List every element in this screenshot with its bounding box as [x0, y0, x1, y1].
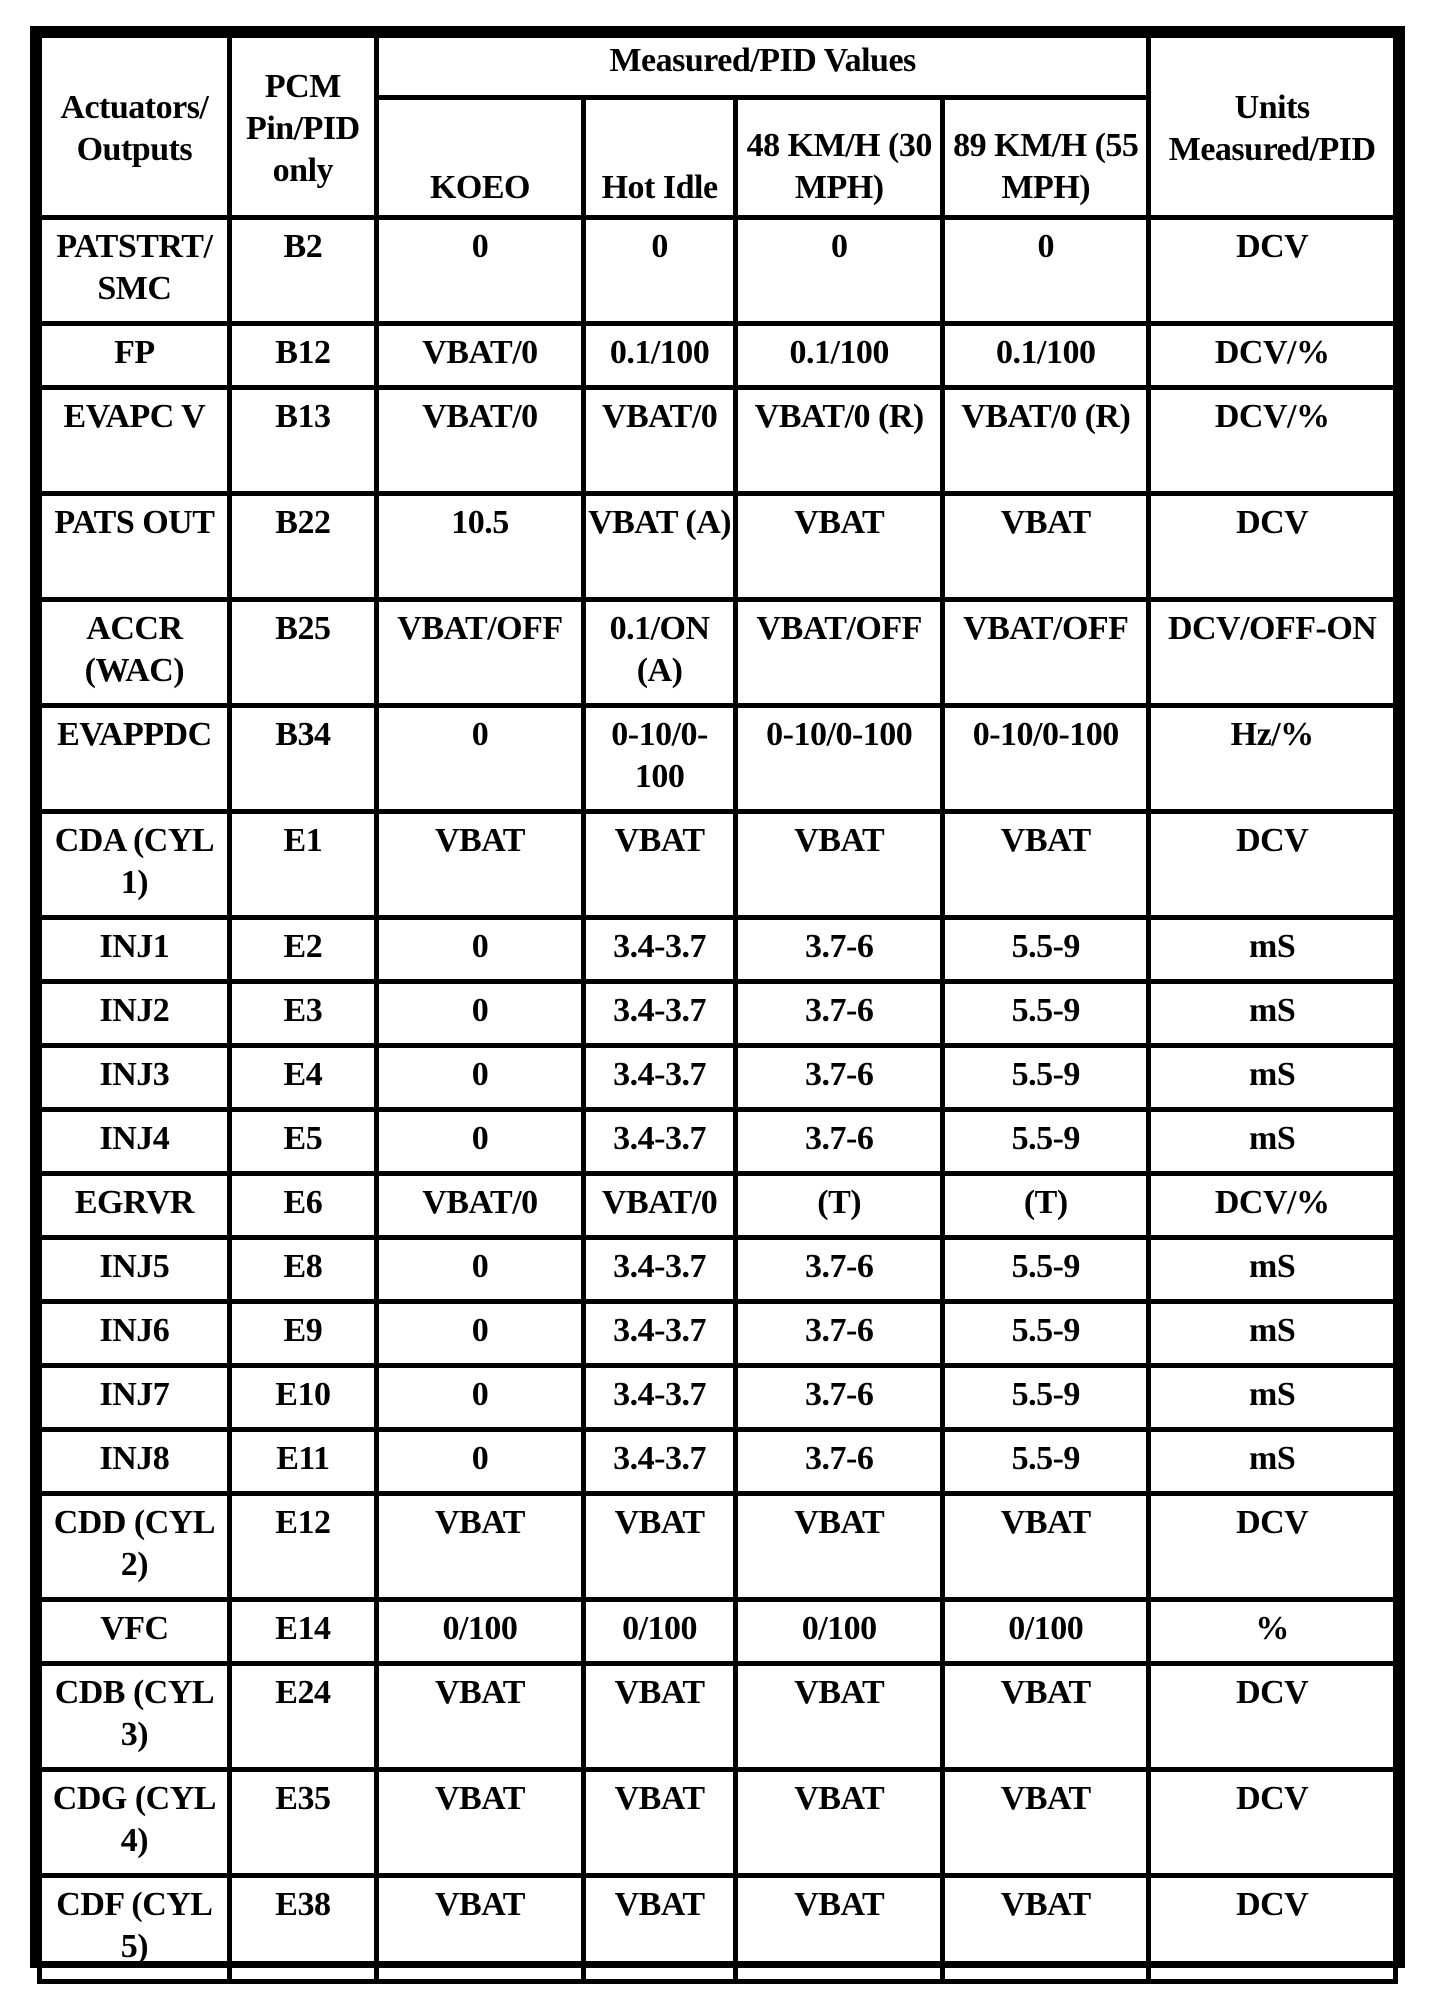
cell-koeo: 0 — [376, 1046, 583, 1110]
cell-89kmh: 5.5-9 — [943, 1110, 1149, 1174]
cell-actuator: CDG (CYL 4) — [40, 1770, 230, 1876]
table-row — [40, 494, 1396, 600]
cell-koeo: 0 — [376, 1110, 583, 1174]
cell-pcm-pin: E1 — [229, 812, 376, 918]
cell-units: DCV — [1149, 494, 1396, 600]
table-row — [40, 1110, 1396, 1174]
cell-89kmh: VBAT — [943, 494, 1149, 600]
table-row — [40, 1494, 1396, 1600]
cell-actuator: VFC — [40, 1600, 230, 1664]
header-89kmh: 89 KM/H (55 MPH) — [943, 98, 1149, 218]
cell-koeo: 0 — [376, 1238, 583, 1302]
cell-koeo: 0 — [376, 1302, 583, 1366]
cell-koeo: 0 — [376, 1430, 583, 1494]
cell-hot-idle: 3.4-3.7 — [583, 918, 735, 982]
header-units: Units Measured/PID — [1149, 36, 1396, 218]
cell-pcm-pin: E10 — [229, 1366, 376, 1430]
cell-48kmh: 3.7-6 — [736, 918, 943, 982]
cell-hot-idle: 0.1/100 — [583, 324, 735, 388]
table-body — [40, 218, 1396, 1982]
cell-units: DCV/% — [1149, 388, 1396, 494]
cell-hot-idle: VBAT/0 — [583, 388, 735, 494]
table-row — [40, 1238, 1396, 1302]
cell-koeo: VBAT — [376, 1876, 583, 1982]
cell-units: DCV — [1149, 1664, 1396, 1770]
cell-89kmh: 0.1/100 — [943, 324, 1149, 388]
cell-koeo: 10.5 — [376, 494, 583, 600]
cell-units: mS — [1149, 1302, 1396, 1366]
cell-pcm-pin: E8 — [229, 1238, 376, 1302]
cell-pcm-pin: E5 — [229, 1110, 376, 1174]
cell-pcm-pin: B13 — [229, 388, 376, 494]
header-48kmh: 48 KM/H (30 MPH) — [736, 98, 943, 218]
cell-pcm-pin: B25 — [229, 600, 376, 706]
cell-hot-idle: 3.4-3.7 — [583, 982, 735, 1046]
cell-actuator: INJ1 — [40, 918, 230, 982]
cell-koeo: VBAT/0 — [376, 1174, 583, 1238]
cell-koeo: VBAT/0 — [376, 388, 583, 494]
cell-48kmh: VBAT/OFF — [736, 600, 943, 706]
cell-89kmh: 5.5-9 — [943, 1238, 1149, 1302]
table-row — [40, 1600, 1396, 1664]
cell-48kmh: VBAT — [736, 812, 943, 918]
table-row — [40, 1664, 1396, 1770]
table-row — [40, 218, 1396, 324]
cell-48kmh: VBAT — [736, 1770, 943, 1876]
cell-koeo: VBAT — [376, 1664, 583, 1770]
cell-units: % — [1149, 1600, 1396, 1664]
cell-pcm-pin: E6 — [229, 1174, 376, 1238]
cell-actuator: INJ7 — [40, 1366, 230, 1430]
cell-pcm-pin: E38 — [229, 1876, 376, 1982]
cell-koeo: 0 — [376, 706, 583, 812]
cell-actuator: INJ5 — [40, 1238, 230, 1302]
cell-units: DCV — [1149, 1876, 1396, 1982]
cell-hot-idle: VBAT — [583, 1876, 735, 1982]
cell-units: DCV — [1149, 218, 1396, 324]
cell-units: mS — [1149, 1046, 1396, 1110]
cell-units: DCV/% — [1149, 324, 1396, 388]
cell-actuator: CDD (CYL 2) — [40, 1494, 230, 1600]
table-row — [40, 982, 1396, 1046]
cell-89kmh: VBAT/OFF — [943, 600, 1149, 706]
cell-actuator: INJ8 — [40, 1430, 230, 1494]
header-pcm-pin: PCM Pin/PID only — [229, 36, 376, 218]
cell-actuator: EVAPC V — [40, 388, 230, 494]
cell-hot-idle: 3.4-3.7 — [583, 1046, 735, 1110]
header-actuators: Actuators/ Outputs — [40, 36, 230, 218]
cell-hot-idle: VBAT — [583, 812, 735, 918]
table-header — [40, 36, 1396, 218]
cell-hot-idle: VBAT (A) — [583, 494, 735, 600]
cell-units: DCV — [1149, 1494, 1396, 1600]
cell-units: DCV — [1149, 812, 1396, 918]
cell-actuator: CDB (CYL 3) — [40, 1664, 230, 1770]
cell-48kmh: 3.7-6 — [736, 1238, 943, 1302]
cell-89kmh: 0 — [943, 218, 1149, 324]
cell-pcm-pin: E11 — [229, 1430, 376, 1494]
cell-koeo: 0 — [376, 982, 583, 1046]
cell-actuator: EVAPPDC — [40, 706, 230, 812]
cell-koeo: 0/100 — [376, 1600, 583, 1664]
cell-89kmh: 5.5-9 — [943, 1366, 1149, 1430]
cell-89kmh: 5.5-9 — [943, 1046, 1149, 1110]
cell-actuator: INJ6 — [40, 1302, 230, 1366]
header-hot-idle: Hot Idle — [583, 98, 735, 218]
table-row — [40, 1366, 1396, 1430]
cell-48kmh: 3.7-6 — [736, 1430, 943, 1494]
table-row — [40, 812, 1396, 918]
table-row — [40, 1876, 1396, 1982]
table-row — [40, 1770, 1396, 1876]
cell-koeo: 0 — [376, 1366, 583, 1430]
header-koeo: KOEO — [376, 98, 583, 218]
cell-units: DCV/OFF-ON — [1149, 600, 1396, 706]
cell-hot-idle: 0.1/ON (A) — [583, 600, 735, 706]
table-row — [40, 706, 1396, 812]
cell-89kmh: 0/100 — [943, 1600, 1149, 1664]
cell-89kmh: VBAT — [943, 812, 1149, 918]
cell-actuator: INJ3 — [40, 1046, 230, 1110]
cell-units: mS — [1149, 982, 1396, 1046]
cell-48kmh: 0/100 — [736, 1600, 943, 1664]
cell-hot-idle: VBAT — [583, 1770, 735, 1876]
cell-89kmh: 5.5-9 — [943, 918, 1149, 982]
cell-48kmh: 0-10/0-100 — [736, 706, 943, 812]
table-row — [40, 1430, 1396, 1494]
cell-units: mS — [1149, 1110, 1396, 1174]
cell-pcm-pin: E14 — [229, 1600, 376, 1664]
cell-48kmh: VBAT/0 (R) — [736, 388, 943, 494]
cell-units: mS — [1149, 1430, 1396, 1494]
cell-pcm-pin: E4 — [229, 1046, 376, 1110]
pcm-values-table — [37, 33, 1398, 1984]
cell-pcm-pin: E24 — [229, 1664, 376, 1770]
cell-actuator: CDF (CYL 5) — [40, 1876, 230, 1982]
table-row — [40, 1174, 1396, 1238]
cell-koeo: VBAT/OFF — [376, 600, 583, 706]
cell-89kmh: 5.5-9 — [943, 1302, 1149, 1366]
cell-units: mS — [1149, 1366, 1396, 1430]
cell-89kmh: 5.5-9 — [943, 1430, 1149, 1494]
cell-48kmh: 3.7-6 — [736, 1046, 943, 1110]
cell-hot-idle: VBAT/0 — [583, 1174, 735, 1238]
cell-pcm-pin: E2 — [229, 918, 376, 982]
cell-koeo: VBAT — [376, 1494, 583, 1600]
cell-actuator: INJ4 — [40, 1110, 230, 1174]
cell-koeo: VBAT — [376, 812, 583, 918]
cell-89kmh: VBAT — [943, 1664, 1149, 1770]
cell-actuator: INJ2 — [40, 982, 230, 1046]
cell-48kmh: VBAT — [736, 1664, 943, 1770]
cell-units: mS — [1149, 918, 1396, 982]
cell-48kmh: 0.1/100 — [736, 324, 943, 388]
cell-89kmh: VBAT/0 (R) — [943, 388, 1149, 494]
pcm-values-table-frame — [30, 26, 1405, 1968]
cell-hot-idle: VBAT — [583, 1664, 735, 1770]
cell-units: DCV — [1149, 1770, 1396, 1876]
cell-89kmh: VBAT — [943, 1876, 1149, 1982]
table-row — [40, 388, 1396, 494]
cell-koeo: 0 — [376, 218, 583, 324]
cell-units: DCV/% — [1149, 1174, 1396, 1238]
cell-hot-idle: 3.4-3.7 — [583, 1302, 735, 1366]
cell-units: mS — [1149, 1238, 1396, 1302]
table-row — [40, 600, 1396, 706]
cell-89kmh: 0-10/0-100 — [943, 706, 1149, 812]
cell-48kmh: 3.7-6 — [736, 1302, 943, 1366]
cell-pcm-pin: E9 — [229, 1302, 376, 1366]
cell-48kmh: VBAT — [736, 1494, 943, 1600]
cell-48kmh: 3.7-6 — [736, 1366, 943, 1430]
cell-pcm-pin: E3 — [229, 982, 376, 1046]
cell-hot-idle: 3.4-3.7 — [583, 1430, 735, 1494]
cell-pcm-pin: E35 — [229, 1770, 376, 1876]
cell-hot-idle: VBAT — [583, 1494, 735, 1600]
cell-89kmh: (T) — [943, 1174, 1149, 1238]
cell-48kmh: (T) — [736, 1174, 943, 1238]
cell-hot-idle: 0/100 — [583, 1600, 735, 1664]
table-row — [40, 918, 1396, 982]
cell-actuator: CDA (CYL 1) — [40, 812, 230, 918]
cell-48kmh: 3.7-6 — [736, 1110, 943, 1174]
cell-48kmh: 3.7-6 — [736, 982, 943, 1046]
cell-pcm-pin: B12 — [229, 324, 376, 388]
cell-hot-idle: 3.4-3.7 — [583, 1366, 735, 1430]
cell-pcm-pin: B2 — [229, 218, 376, 324]
cell-hot-idle: 3.4-3.7 — [583, 1110, 735, 1174]
cell-48kmh: VBAT — [736, 494, 943, 600]
cell-actuator: FP — [40, 324, 230, 388]
cell-48kmh: VBAT — [736, 1876, 943, 1982]
cell-actuator: PATSTRT/ SMC — [40, 218, 230, 324]
table-row — [40, 1302, 1396, 1366]
cell-89kmh: 5.5-9 — [943, 982, 1149, 1046]
cell-pcm-pin: B34 — [229, 706, 376, 812]
cell-actuator: EGRVR — [40, 1174, 230, 1238]
cell-48kmh: 0 — [736, 218, 943, 324]
cell-89kmh: VBAT — [943, 1770, 1149, 1876]
header-measured-values: Measured/PID Values — [376, 36, 1148, 98]
cell-koeo: 0 — [376, 918, 583, 982]
cell-actuator: ACCR (WAC) — [40, 600, 230, 706]
cell-hot-idle: 3.4-3.7 — [583, 1238, 735, 1302]
cell-89kmh: VBAT — [943, 1494, 1149, 1600]
table-row — [40, 324, 1396, 388]
cell-units: Hz/% — [1149, 706, 1396, 812]
table-row — [40, 1046, 1396, 1110]
cell-hot-idle: 0 — [583, 218, 735, 324]
cell-koeo: VBAT — [376, 1770, 583, 1876]
cell-pcm-pin: B22 — [229, 494, 376, 600]
cell-actuator: PATS OUT — [40, 494, 230, 600]
cell-hot-idle: 0-10/0-100 — [583, 706, 735, 812]
cell-koeo: VBAT/0 — [376, 324, 583, 388]
cell-pcm-pin: E12 — [229, 1494, 376, 1600]
